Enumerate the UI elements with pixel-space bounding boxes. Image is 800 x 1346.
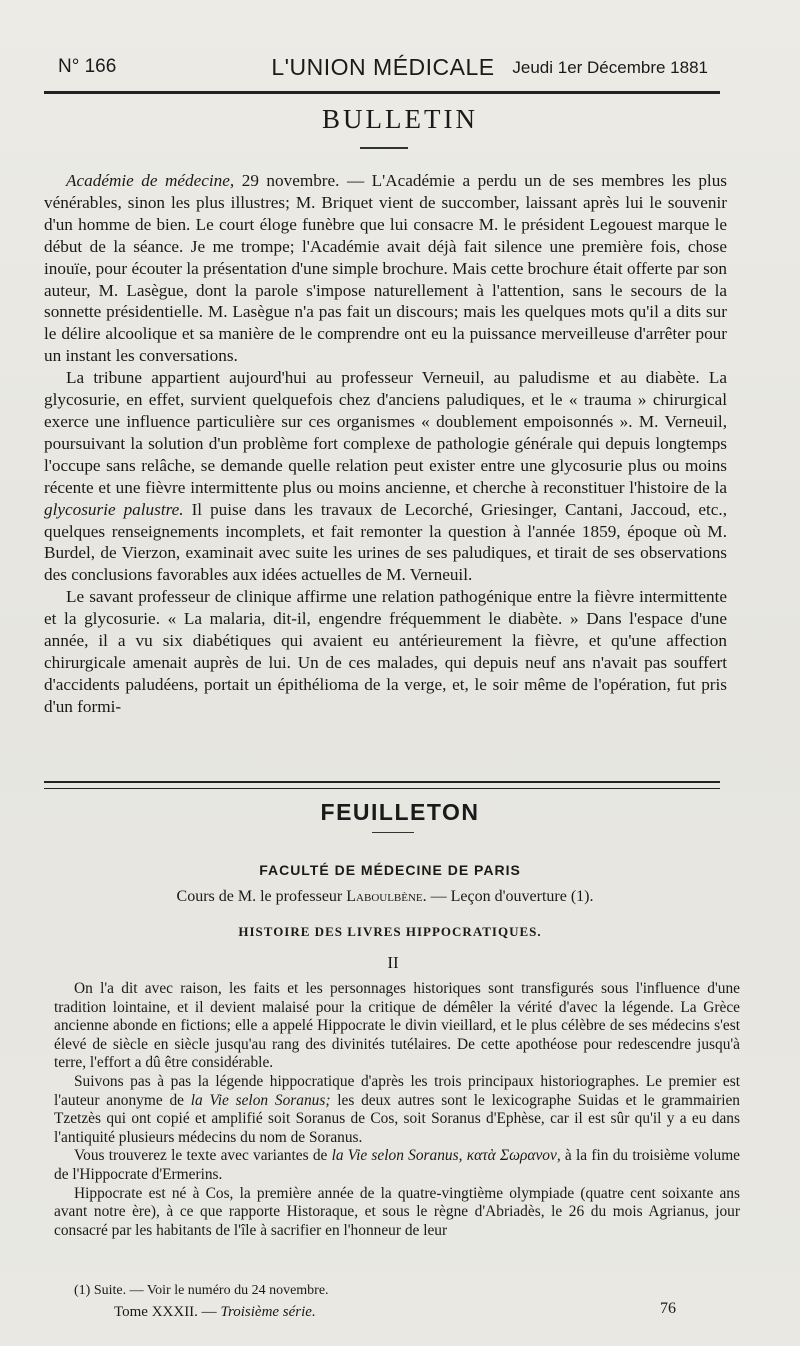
feuilleton-p3-text-b: à la fin du troisième volume de l'Hippocrate d'Ermerins. — [54, 1147, 740, 1183]
feuilleton-p4-text: Hippocrate est né à Cos, la première année de la quatre-vingtième olympiade (quatre cent soixante ans avant notre ère), à ce que rapporte Historaque, et sous le règne d'Abriadès, le 26 du mois Agrianus, jour consacré par les habitants de l'île à sacrifier en l'honneur de leur — [54, 1184, 740, 1239]
page-number: 76 — [660, 1300, 676, 1317]
feuilleton-p3-italic: la Vie selon Soranus, — [331, 1147, 463, 1165]
bulletin-lead: Académie de médecine, — [66, 171, 235, 190]
feuilleton-p1-text: On l'a dit avec raison, les faits et les personnages historiques sont transfigurés sous l'influence d'une tradition lointaine, et il devient malaisé pour la critique de démêler la vérité d'avec la légende. La Grèce ancienne abonde en fictions; elle a appelé Hippocrate le divin vieillard, et le plus célèbre de ses médecins s'est élevé de siècle en siècle jusqu'au rang des divinités tutélaires. De cette apothéose pour redescendre jusqu'à terre, l'effort a dû être considérable. — [54, 980, 740, 1072]
bulletin-rule — [360, 147, 408, 149]
section-number: II — [387, 953, 399, 972]
course-line — [0, 888, 770, 906]
feuilleton-paragraph — [54, 980, 740, 1073]
feuilleton-paragraph — [54, 1185, 740, 1241]
bulletin-p3-text: Le savant professeur de clinique affirme une relation pathogénique entre la fièvre intermittente et la glycosurie. « La malaria, dit-il, engendre fréquemment le diabète. » Dans l'espace d'une année, il a vu six diabétiques qui avaient eu antérieurement la fièvre, et qu'une affection chirurgicale amenait auprès de lui. Un de ces malades, qui depuis neuf ans n'avait pas souffert d'accidents paludéens, portait un épithélioma de la verge, et, le soir même de l'opération, fut pris d'un formi- — [44, 587, 727, 716]
issue-number: N° 166 — [58, 56, 117, 77]
feuilleton-subtitle: HISTOIRE DES LIVRES HIPPOCRATIQUES. — [238, 924, 542, 939]
professor-name: Laboulbène — [346, 888, 423, 905]
course-suffix: . — Leçon d'ouverture (1). — [422, 888, 594, 905]
feuilleton-p2-text-b: les deux autres sont le lexicographe Suidas et le grammairien Tzetzès qui ont copié et amplifié soit Soranus de Cos, soit Soranus d'Ephèse, car il est sûr qu'il y a eu dans l'antiquité plusieurs médecins du nom de Soranus. — [54, 1091, 740, 1146]
feuilleton-rule — [372, 832, 414, 833]
bulletin-paragraph — [44, 586, 727, 717]
feuilleton-divider — [44, 781, 720, 789]
journal-title: L'UNION MÉDICALE — [271, 54, 495, 80]
greek-phrase: κατὰ Σωρανον, — [462, 1147, 561, 1165]
bulletin-p2-text: La tribune appartient aujourd'hui au professeur Verneuil, au paludisme et au diabète. La glycosurie, en effet, survient quelquefois chez d'anciens paludiques, et le « trauma » chirurgical exerce une influence particulière sur ces organismes « doublement empoisonnés ». M. Verneuil, poursuivant la solution d'un problème fort complexe de pathologie générale qui depuis longtemps l'occupe sans relâche, se demande quelle relation peut exister entre une glycosurie plus ou moins récente et une fièvre intermittente plus ou moins ancienne, et cherche à reconstituer l'histoire de la — [44, 368, 727, 497]
running-header — [58, 52, 708, 86]
feuilleton-p2-text: Suivons pas à pas la légende hippocratique d'après les trois principaux historiographes. Le premier est l'auteur anonyme de — [54, 1072, 740, 1109]
bulletin-p2-italic: glycosurie palustre. — [44, 499, 184, 519]
course-prefix: Cours de M. le professeur — [176, 888, 347, 905]
feuilleton-body — [54, 980, 740, 1240]
footnote: (1) Suite. — Voir le numéro du 24 novembre. — [74, 1283, 329, 1298]
faculty-heading: FACULTÉ DE MÉDECINE DE PARIS — [259, 862, 521, 878]
header-rule — [44, 91, 720, 94]
feuilleton-heading: FEUILLETON — [320, 799, 480, 825]
feuilleton-p2-italic: la Vie selon Soranus; — [190, 1091, 331, 1109]
bulletin-paragraph — [44, 367, 727, 586]
volume-number: Tome XXXII. — — [114, 1304, 221, 1320]
bulletin-p2-text-b: Il puise dans les travaux de Lecorché, Griesinger, Cantani, Jaccoud, etc., quelques renseignements incomplets, et fait remonter la question à l'année 1859, époque où M. Burdel, de Vierzon, examinait avec suite les urines de ses paludiques, et tirait de ses observations des conclusions favorables aux idées actuelles de M. Verneuil. — [44, 499, 728, 585]
feuilleton-paragraph — [54, 1073, 740, 1147]
series-label: Troisième série. — [220, 1304, 316, 1320]
bulletin-heading: BULLETIN — [322, 104, 478, 134]
feuilleton-paragraph — [54, 1147, 740, 1184]
volume-line — [114, 1304, 316, 1321]
feuilleton-p3-text: Vous trouverez le texte avec variantes de — [74, 1147, 332, 1165]
bulletin-body — [44, 170, 727, 718]
issue-date: Jeudi 1er Décembre 1881 — [512, 58, 708, 77]
bulletin-p1-text: 29 novembre. — L'Académie a perdu un de ses membres les plus vénérables, sinon les plus illustres; M. Briquet vient de succomber, laissant après lui le souvenir d'un homme de bien. Le court éloge funèbre que lui consacre M. le président Legouest marque le début de la séance. Je me trompe; l'Académie avait déjà fait silence une première fois, chose inouïe, pour écouter la présentation d'une simple brochure. Mais cette brochure était offerte par son auteur, M. Lasègue, dont la parole s'impose naturellement à l'attention, sans le secours de la sonnette présidentielle. M. Lasègue n'a pas fait un discours; mais les quelques mots qu'il a dits sur le délire alcoolique et sa manière de le comprendre ont eu la puissance merveilleuse d'arrêter pour un instant les conversations. — [44, 171, 727, 366]
bulletin-paragraph — [44, 170, 727, 367]
